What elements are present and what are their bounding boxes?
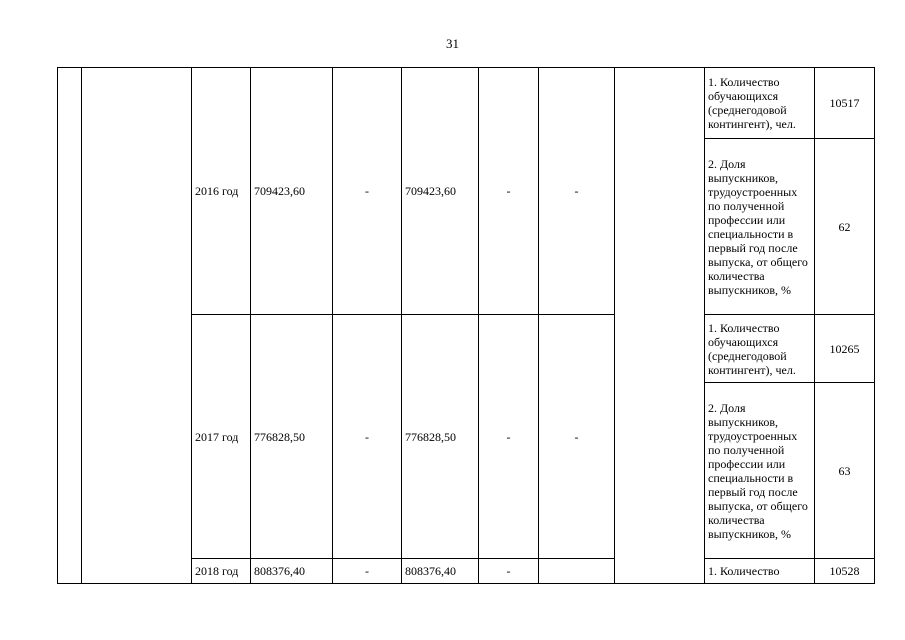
- value-cell: -: [333, 559, 402, 584]
- budget-table: [57, 67, 875, 584]
- indicator-text: 2. Доля выпускников, трудоустроенных по полученной профессии или специальности в первый год после выпуска, от общего количества выпускников, %: [705, 139, 815, 315]
- value-cell: 776828,50: [402, 315, 479, 559]
- total-cell: 776828,50: [251, 315, 333, 559]
- year-cell: 2017 год: [192, 315, 251, 559]
- empty-cell: [58, 68, 82, 584]
- empty-cell: [82, 68, 192, 584]
- indicator-value: 62: [815, 139, 875, 315]
- table-row: [58, 68, 875, 139]
- indicator-value: 10265: [815, 315, 875, 383]
- page-number: 31: [446, 36, 459, 51]
- value-cell: -: [479, 315, 539, 559]
- indicator-value: 10528: [815, 559, 875, 584]
- empty-cell: [615, 68, 705, 584]
- total-cell: 709423,60: [251, 68, 333, 315]
- value-cell: -: [333, 315, 402, 559]
- indicator-value: 10517: [815, 68, 875, 139]
- year-cell: 2018 год: [192, 559, 251, 584]
- value-cell: 709423,60: [402, 68, 479, 315]
- year-cell: 2016 год: [192, 68, 251, 315]
- indicator-text: 1. Количество обучающихся (среднегодовой контингент), чел.: [705, 315, 815, 383]
- indicator-text: 2. Доля выпускников, трудоустроенных по полученной профессии или специальности в первый год после выпуска, от общего количества выпускников, %: [705, 383, 815, 559]
- value-cell: -: [539, 68, 615, 315]
- indicator-text: 1. Количество: [705, 559, 815, 584]
- indicator-text: 1. Количество обучающихся (среднегодовой контингент), чел.: [705, 68, 815, 139]
- value-cell: 808376,40: [402, 559, 479, 584]
- total-cell: 808376,40: [251, 559, 333, 584]
- value-cell: [539, 559, 615, 584]
- value-cell: -: [539, 315, 615, 559]
- value-cell: -: [479, 559, 539, 584]
- indicator-value: 63: [815, 383, 875, 559]
- value-cell: -: [333, 68, 402, 315]
- value-cell: -: [479, 68, 539, 315]
